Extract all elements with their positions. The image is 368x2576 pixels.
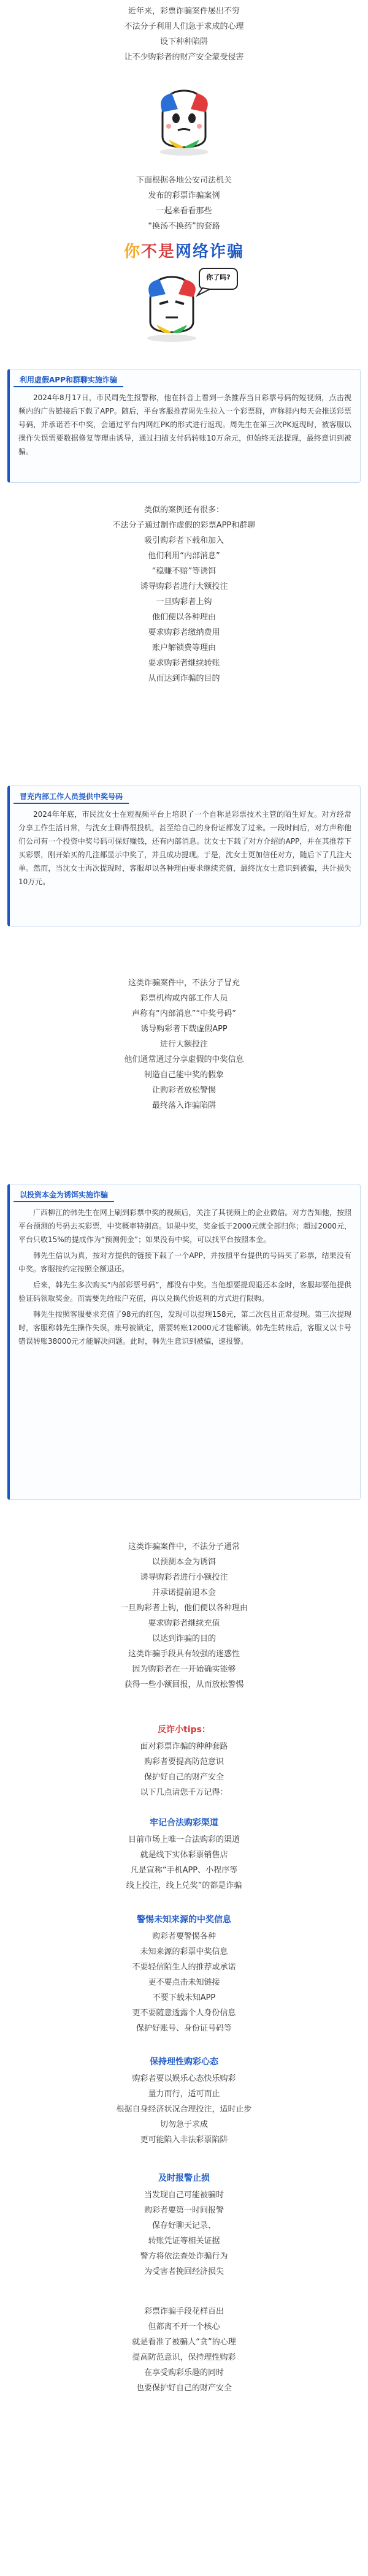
- tip-section-1: [0, 1814, 368, 1893]
- outro-line: 提高防范意识，保持理性购彩: [132, 2353, 236, 2362]
- intro2-line: 下面根据各地公安司法机关: [136, 176, 232, 185]
- intro-line: 不法分子利用人们急于求成的心理: [124, 22, 244, 31]
- summary-line: 并承诺提前退本金: [151, 1588, 216, 1597]
- summary-line: 进行大额投注: [159, 1040, 208, 1049]
- case1-summary: [0, 502, 368, 686]
- headline: [0, 239, 368, 262]
- tip-line: 更可能陷入非法彩票陷阱: [140, 2135, 228, 2145]
- tips-intro: [0, 1721, 368, 1800]
- summary-line: 以预测本金为诱饵: [151, 1558, 216, 1567]
- tip-line: 切勿急于求成: [159, 2120, 208, 2129]
- tips-line: 购彩者要提高防范意识: [144, 1757, 224, 1767]
- summary-line: 让购彩者放松警惕: [151, 1086, 216, 1095]
- intro-line: 让不少购彩者的财产安全蒙受侵害: [124, 53, 244, 62]
- summary-line: 他们通常通过分享虚假的中奖信息: [124, 1055, 244, 1064]
- summary-line: 这类诈骗手段具有较强的迷惑性: [128, 1650, 240, 1659]
- case3-summary: [0, 1539, 368, 1692]
- summary-line: 要求购彩者缴纳费用: [148, 628, 220, 637]
- case-card-1: [7, 369, 361, 483]
- intro2-block: [0, 173, 368, 234]
- headline-part2: 不是: [140, 243, 175, 261]
- case-card-2-header: 冒充内部工作人员提供中奖号码: [13, 790, 129, 804]
- summary-line: 以达到诈骗的目的: [151, 1634, 216, 1643]
- outro-line: 在享受购彩乐趣的同时: [144, 2368, 224, 2377]
- summary-line: “稳赚不赔”等诱饵: [151, 567, 217, 576]
- case-card-3: [7, 1184, 361, 1500]
- tip-line: 警方将依法查处诈骗行为: [140, 2252, 228, 2261]
- tip-line: 保存好聊天记录、: [151, 2221, 216, 2230]
- summary-line: 要求购彩者继续充值: [148, 1619, 220, 1628]
- summary-line: 诱导购彩者进行大额投注: [140, 582, 228, 591]
- intro2-line: 一起来看看那些: [156, 206, 212, 216]
- tip-line: 凡是宣称“手机APP、小程序等: [130, 1866, 238, 1875]
- tip-line: 量力而行，适可而止: [148, 2089, 220, 2099]
- case-card-1-header: 利用虚假APP和群聊实施诈骗: [13, 373, 123, 387]
- case-paragraph: 2024年8月17日，市民周先生报警称，他在抖音上看到一条推荐当日彩票号码的短视频，点击视频内的广告链接后下载了APP。随后，平台客服推荐周先生拉入一个彩票群，声称群内每天会推送彩票号码，并承诺若不中奖，会通过平台内网红PK的形式进行返现。周先生在第三次PK返现时，被客服以操作失误需要数据修复等理由诱导，通过扫描支付码转账10万余元，但始终无法提现，最终意识到被骗。: [18, 393, 351, 456]
- tip-line: 不要下载未知APP: [152, 1993, 216, 2002]
- case-paragraph: 广西柳江的韩先生在网上刷到彩票中奖的视频后，关注了其视频上的企业微信。对方告知他，按照平台预测的号码去买彩票，中奖概率特别高。如果中奖，奖金低于2000元就全部归你；超过2000元，平台只收15%的提成作为“预测佣金”；如果没有中奖，可以找平台按照本金。: [18, 1208, 351, 1244]
- tip-title: 及时报警止损: [158, 2173, 210, 2183]
- tip-line: 不要轻信陌生人的推荐或承诺: [132, 1963, 236, 1972]
- outro-line: 彩票诈骗手段花样百出: [144, 2307, 224, 2316]
- case-card-3-header: 以投资本金为诱饵实施诈骗: [13, 1188, 114, 1202]
- tip-line: 购彩者要第一时间报警: [144, 2206, 224, 2215]
- case-card-2-body: [10, 804, 360, 897]
- tip-title: 牢记合法购彩渠道: [150, 1818, 218, 1828]
- tips-line: 面对彩票诈骗的种种套路: [140, 1742, 228, 1751]
- summary-line: 彩票机构或内部工作人员: [140, 994, 228, 1003]
- summary-line: 不法分子通过制作虚假的彩票APP和群聊: [112, 521, 256, 530]
- outro-line: 但都离不开一个核心: [148, 2322, 220, 2332]
- mascot-illustration: [144, 78, 224, 158]
- case-paragraph: 韩先生信以为真，按对方提供的链接下载了一个APP，并按照平台提供的号码买了彩票，结果没有中奖。客服按约定按照全额退还。: [18, 1251, 351, 1273]
- tip-line: 保护好账号、身份证号码等: [136, 2024, 232, 2033]
- tip-line: 当发现自己可能被骗时: [144, 2191, 224, 2200]
- tip-line: 更不要点击未知链接: [148, 1978, 220, 1987]
- tip-title: 保持理性购彩心态: [150, 2057, 218, 2067]
- summary-line: 诱导购彩者下载虚假APP: [140, 1025, 228, 1034]
- intro-block: [0, 4, 368, 65]
- summary-line: 他们便以各种理由: [151, 613, 216, 622]
- summary-line: 声称有“内部消息”“中奖号码”: [132, 1009, 236, 1018]
- tips-line: 保护好自己的财产安全: [144, 1773, 224, 1782]
- case-paragraph: 后来，韩先生多次购买“内部彩票号码”，都没有中奖。当他想要提现退还本金时，客服却要他提供验证码领取奖金。而需要先给账户充值，再以兑换代价返利的方式进行限购。: [18, 1281, 351, 1303]
- tip-line: 就是线下实体彩票销售店: [140, 1851, 228, 1860]
- summary-line: 吸引购彩者下载和加入: [144, 536, 224, 545]
- summary-line: 这类诈骗案件中，不法分子通常: [128, 1542, 240, 1551]
- intro-line: 设下种种陷阱: [159, 37, 208, 47]
- tip-line: 购彩者要警惕各种: [151, 1932, 216, 1941]
- outro-block: [0, 2304, 368, 2396]
- summary-line: 一旦购彩者上钩，他们便以各种理由: [120, 1604, 248, 1613]
- speech-bubble-text: 你了吗?: [206, 273, 231, 281]
- case-card-2: [7, 786, 361, 926]
- tips-line: 以下几点请您千万记得：: [140, 1788, 228, 1797]
- case-paragraph: 韩先生按照客服要求充值了98元的红包，发现可以提现158元，第二次包且正常提现。第三次提现时，客服称韩先生操作失误，账号被锁定，需要转账12000元才能解锁。韩先生转账后，客服又以卡号错误转账38000元才能解决问题。此时，韩先生意识到被骗，速报警。: [18, 1310, 351, 1346]
- summary-line: 获得一些小额回报，从而放松警惕: [124, 1680, 244, 1689]
- case-card-1-body: [10, 387, 360, 467]
- tip-line: 线上投注，线上兑奖”的都是诈骗: [126, 1881, 242, 1890]
- case-paragraph: 2024年年底，市民沈女士在短视频平台上培识了一个自称是彩票技术主管的陌生好友。对方经常分享工作生活日常，与沈女士聊得很投机，甚至给自己的身份证都发了过来。一段时间后，对方声称他们公司有一个投资中奖号码可保好赚钱，还有内部消息。沈女士下载了对方介绍的APP，并在其推荐下买彩票，刚开始买的几注都显示中奖了，并且成功提现。于是，沈女士更加信任对方，随后下了几注大单。然而，当沈女士再次提现时，客服却以各种理由要求继续充值，最终沈女士意识到被骗，共计损失10万元。: [18, 810, 351, 886]
- case-card-3-body: [10, 1202, 360, 1357]
- summary-line: 他们利用“内部消息”: [148, 551, 220, 561]
- tip-line: 为受害者挽回经济损失: [144, 2267, 224, 2276]
- tips-title: 反诈小tips：: [158, 1725, 210, 1735]
- tip-section-3: [0, 2053, 368, 2148]
- summary-line: 制造自己能中奖的假象: [144, 1070, 224, 1080]
- summary-line: 一旦购彩者上钩: [156, 597, 212, 607]
- summary-line: 最终落入诈骗陷阱: [151, 1101, 216, 1110]
- intro-line: 近年来，彩票诈骗案件屡出不穷: [128, 7, 240, 16]
- summary-line: 从而达到诈骗的目的: [148, 674, 220, 683]
- tip-line: 目前市场上唯一合法购彩的渠道: [128, 1835, 240, 1844]
- tip-section-4: [0, 2169, 368, 2279]
- outro-line: 就是看准了被骗人“贪”的心理: [132, 2338, 236, 2347]
- intro2-line: “换汤不换药”的套路: [148, 222, 220, 231]
- summary-line: 类似的案例还有很多：: [144, 506, 224, 515]
- headline-part1: 你: [123, 243, 141, 261]
- tip-line: 购彩者要以娱乐心态快乐购彩: [132, 2074, 236, 2083]
- summary-line: 诱导购彩者进行小额投注: [140, 1573, 228, 1582]
- case2-summary: [0, 975, 368, 1113]
- summary-line: 账户解锁费等理由: [151, 643, 216, 653]
- tip-title: 警惕未知来源的中奖信息: [137, 1915, 231, 1925]
- summary-line: 因为购彩者在一开始确实能够: [132, 1665, 236, 1674]
- tip-section-2: [0, 1911, 368, 2036]
- intro2-line: 发布的彩票诈骗案例: [148, 191, 220, 200]
- summary-line: 要求购彩者继续转账: [148, 659, 220, 668]
- tip-line: 转账凭证等相关证据: [148, 2237, 220, 2246]
- outro-line: 也要保护好自己的财产安全: [136, 2384, 232, 2393]
- tip-line: 未知来源的彩票中奖信息: [140, 1947, 228, 1957]
- headline-part3: 网络诈骗: [175, 243, 245, 261]
- summary-line: 这类诈骗案件中，不法分子冒充: [128, 979, 240, 988]
- tip-line: 根据自身经济状况合理投注，适时止步: [116, 2105, 252, 2114]
- tip-line: 更不要随意透露个人身份信息: [132, 2009, 236, 2018]
